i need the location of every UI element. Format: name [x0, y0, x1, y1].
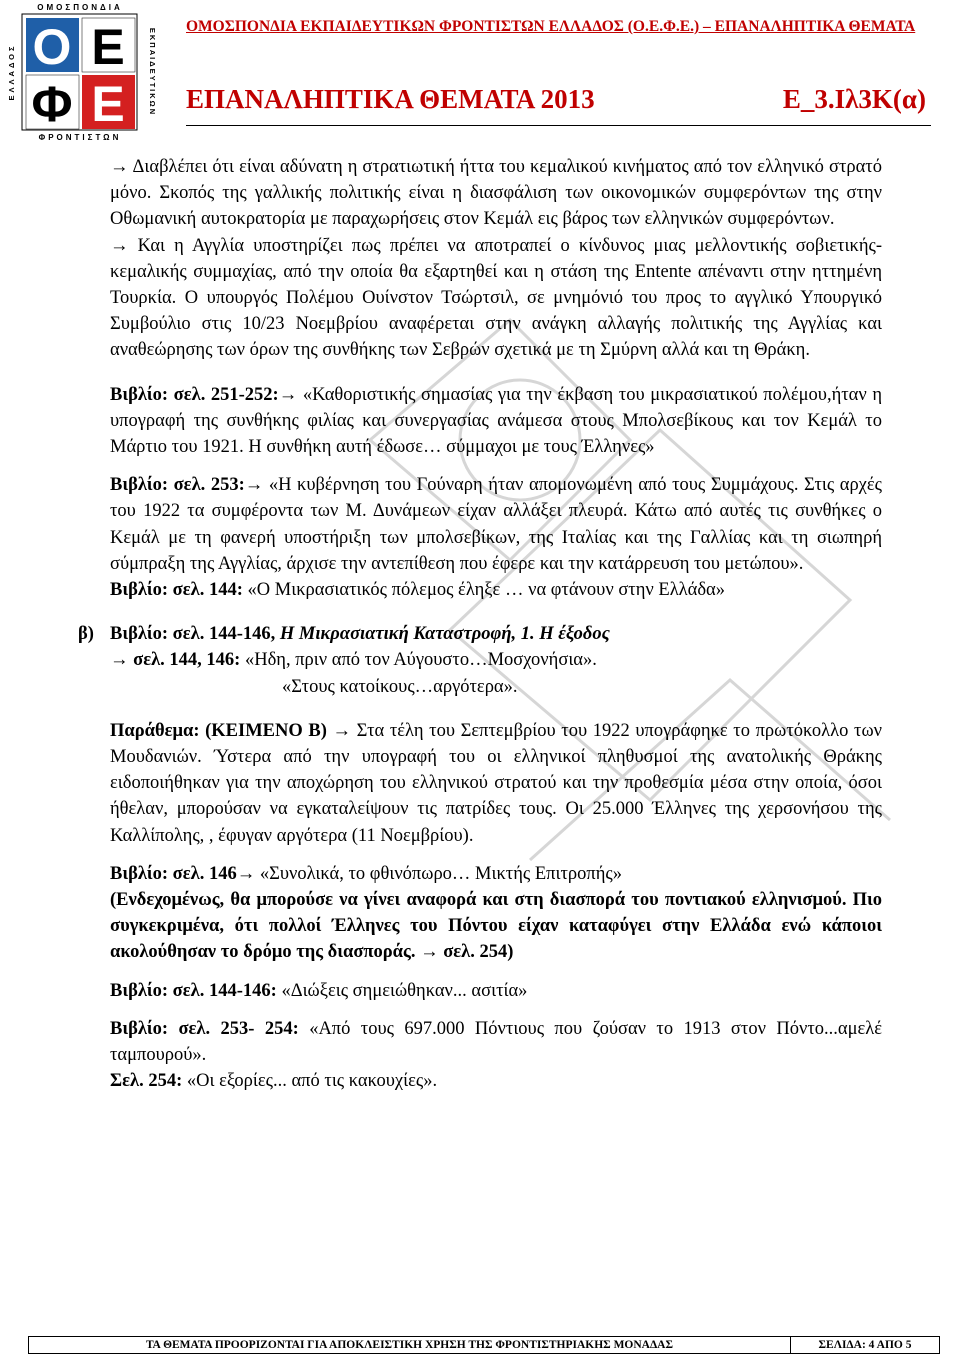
section-beta-heading [78, 621, 882, 647]
book-ref-label: Βιβλίο: σελ. 144-146: [110, 980, 277, 1001]
page-footer [28, 1336, 940, 1354]
book-ref-label: Βιβλίο: σελ. 253: [110, 475, 245, 496]
document-body [78, 154, 882, 1095]
header-divider [186, 125, 931, 126]
paragraph-book-253 [110, 472, 882, 577]
paragraph-book-144-146 [110, 978, 882, 1004]
paragraph-england: → Και η Αγγλία υποστηρίζει πως πρέπει να αποτραπεί ο κίνδυνος μιας μελλοντικής σοβιετικής- κεμαλικής συμμαχίας, από την οποία θα εξαρτηθεί και η στάση της Entente απέναντι στην ηττημένη Τουρκία. Ο υπουργός Πολέμου Ουίνστον Τσώρτσιλ, σε μνημόνιό του προς το αγγλικό Υπουργικό Συμβούλιο στις 10/23 Νοεμβρίου αναφέρεται στην ανάγκη αλλαγής πολιτικής της Αγγλίας και αναθεώρησης των όρων της συνθήκης των Σεβρών σχετικά με τη Σμύρνη αλλά και τη Θράκη. [110, 235, 882, 361]
oefe-logo [0, 0, 158, 144]
book-ref-text: «Από τους 697.000 Πόντιους που ζούσαν το 1913 στον Πόντο...αμελέ ταμπουρού». [110, 1018, 882, 1066]
logo-letter-e2: Ε [91, 76, 125, 132]
chapter-title: Η Μικρασιατική Καταστροφή, 1. Η έξοδος [275, 624, 610, 645]
page-ref-text: «Οι εξορίες... από τις κακουχίες». [182, 1071, 438, 1092]
footer-notice: ΤΑ ΘΕΜΑΤΑ ΠΡΟΟΡΙΖΟΝΤΑΙ ΓΙΑ ΑΠΟΚΛΕΙΣΤΙΚΗ ΧΡΗΣΗ ΤΗΣ ΦΡΟΝΤΙΣΤΗΡΙΑΚΗΣ ΜΟΝΑΔΑΣ [29, 1337, 791, 1353]
federation-line: ΟΜΟΣΠΟΝΔΙΑ ΕΚΠΑΙΔΕΥΤΙΚΩΝ ΦΡΟΝΤΙΣΤΩΝ ΕΛΛΑΔΟΣ (Ο.Ε.Φ.Ε.) – ΕΠΑΝΑΛΗΠΤΙΚΑ ΘΕΜΑΤΑ [186, 18, 916, 35]
paragraph-book-251 [110, 382, 882, 461]
book-ref-label: Βιβλίο: σελ. 146 [110, 863, 237, 884]
source-text: → Στα τέλη του Σεπτεμβρίου του 1922 υπογράφηκε το πρωτόκολλο των Μουδανιών. Ύστερα από την υπογραφή του οι ελληνικοί πληθυσμοί της ανατολικής Θράκης ειδοποιήθηκαν για την αποχώρηση του ελληνικού στρατού και την προθεσμία μέσα στην οποία, όσοι ήθελαν, μπορούσαν να εγκαταλείψουν τις πατρίδες τους. Οι 25.000 Έλληνες της χερσονήσου της Καλλίπολης, , έφυγαν αργότερα (11 Νοεμβρίου). [110, 720, 882, 846]
book-ref-text: → «Συνολικά, το φθινόπωρο… Μικτής Επιτροπής» [236, 863, 622, 884]
paragraph-book-253-254 [110, 1016, 882, 1068]
book-ref-label: Βιβλίο: σελ. 251-252: [110, 384, 279, 405]
page-ref-text: «Ηδη, πριν από τον Αύγουστο…Μοσχονήσια». [240, 650, 597, 671]
logo-ring-left: ΕΛΛΑΔΟΣ [7, 43, 16, 101]
book-ref-label: Βιβλίο: σελ. 144: [110, 580, 243, 601]
section-beta-ref [110, 647, 882, 673]
document-code: Ε_3.Ιλ3Κ(α) [782, 84, 926, 114]
paragraph-page-254 [110, 1068, 882, 1094]
logo-letter-phi: Φ [31, 76, 73, 132]
logo-ring-bottom: ΦΡΟΝΤΙΣΤΩΝ [38, 133, 122, 142]
book-ref-text: → «Η κυβέρνηση του Γούναρη ήταν απομονωμένη από τους Συμμάχους. Στις αρχές του 1922 τα συμφέροντα των Μ. Δυνάμεων είχαν αλλάξει πλευρά. Κάτω από αυτές τις συνθήκες ο Κεμάλ με τη φανερή υποστήριξη των μπολσεβίκων, της Ιταλίας και της Γαλλίας και τη σιωπηρή σύμπραξη της Αγγλίας, άρχισε την αντεπίθεση που έφερε και την κατάρρευση του μετώπου». [110, 475, 882, 574]
question-marker: β) [78, 624, 94, 645]
logo-ring-right: ΕΚΠΑΙΔΕΥΤΙΚΩΝ [148, 27, 157, 117]
page-ref-label: → σελ. 144, 146: [110, 650, 241, 671]
paragraph-book-144 [110, 577, 882, 603]
section-beta-ref-2: «Στους κατοίκους…αργότερα». [282, 676, 518, 697]
footer-page-number: ΣΕΛΙΔΑ: 4 ΑΠΟ 5 [818, 1339, 912, 1351]
book-ref-text: «Ο Μικρασιατικός πόλεμος έληξε … να φτάνουν στην Ελλάδα» [242, 580, 725, 601]
paragraph-source-b [110, 718, 882, 849]
book-ref-text: «Διώξεις σημειώθηκαν... ασιτία» [276, 980, 528, 1001]
page-title: ΕΠΑΝΑΛΗΠΤΙΚΑ ΘΕΜΑΤΑ 2013 [186, 84, 595, 114]
book-ref-label: Βιβλίο: σελ. 144-146, [110, 624, 276, 645]
logo-letter-e1: Ε [91, 19, 125, 75]
paragraph-france: → Διαβλέπει ότι είναι αδύνατη η στρατιωτική ήττα του κεμαλικού κινήματος από τον ελληνικό στρατό μόνο. Σκοπός της γαλλικής πολιτικής είναι η διασφάλιση των οικονομικών συμφερόντων της στην Οθωμανική αυτοκρατορία με παραχωρήσεις στον Κεμάλ εις βάρος των ελληνικών συμφερόντων. [110, 157, 882, 230]
paragraph-book-146 [110, 861, 882, 887]
book-ref-text: → «Καθοριστικής σημασίας για την έκβαση του μικρασιατικού πολέμου,ήταν η υπογραφή της συνθήκης φιλίας και συνεργασίας ανάμεσα στους Μπολσεβίκους και τον Κεμάλ το Μάρτιο του 1921. Η συνθήκη αυτή έδωσε… σύμμαχοι με τους Έλληνες» [110, 384, 882, 458]
logo-ring-top: ΟΜΟΣΠΟΝΔΙΑ [37, 3, 123, 12]
book-ref-label: Βιβλίο: σελ. 253- 254: [110, 1018, 299, 1039]
logo-letter-o: Ο [32, 19, 72, 75]
paragraph-diaspora-note: (Ενδεχομένως, θα μπορούσε να γίνει αναφορά και στη διασπορά του ποντιακού ελληνισμού. Πιο συγκεκριμένα, ότι πολλοί Έλληνες του Πόντου είχαν καταφύγει στην Ελλάδα ενώ κάποιοι ακολούθησαν το δρόμο της διασποράς. → σελ. 254) [110, 890, 882, 963]
page-ref-label: Σελ. 254: [110, 1071, 183, 1092]
source-label: Παράθεμα: (ΚΕΙΜΕΝΟ Β) [110, 720, 327, 741]
